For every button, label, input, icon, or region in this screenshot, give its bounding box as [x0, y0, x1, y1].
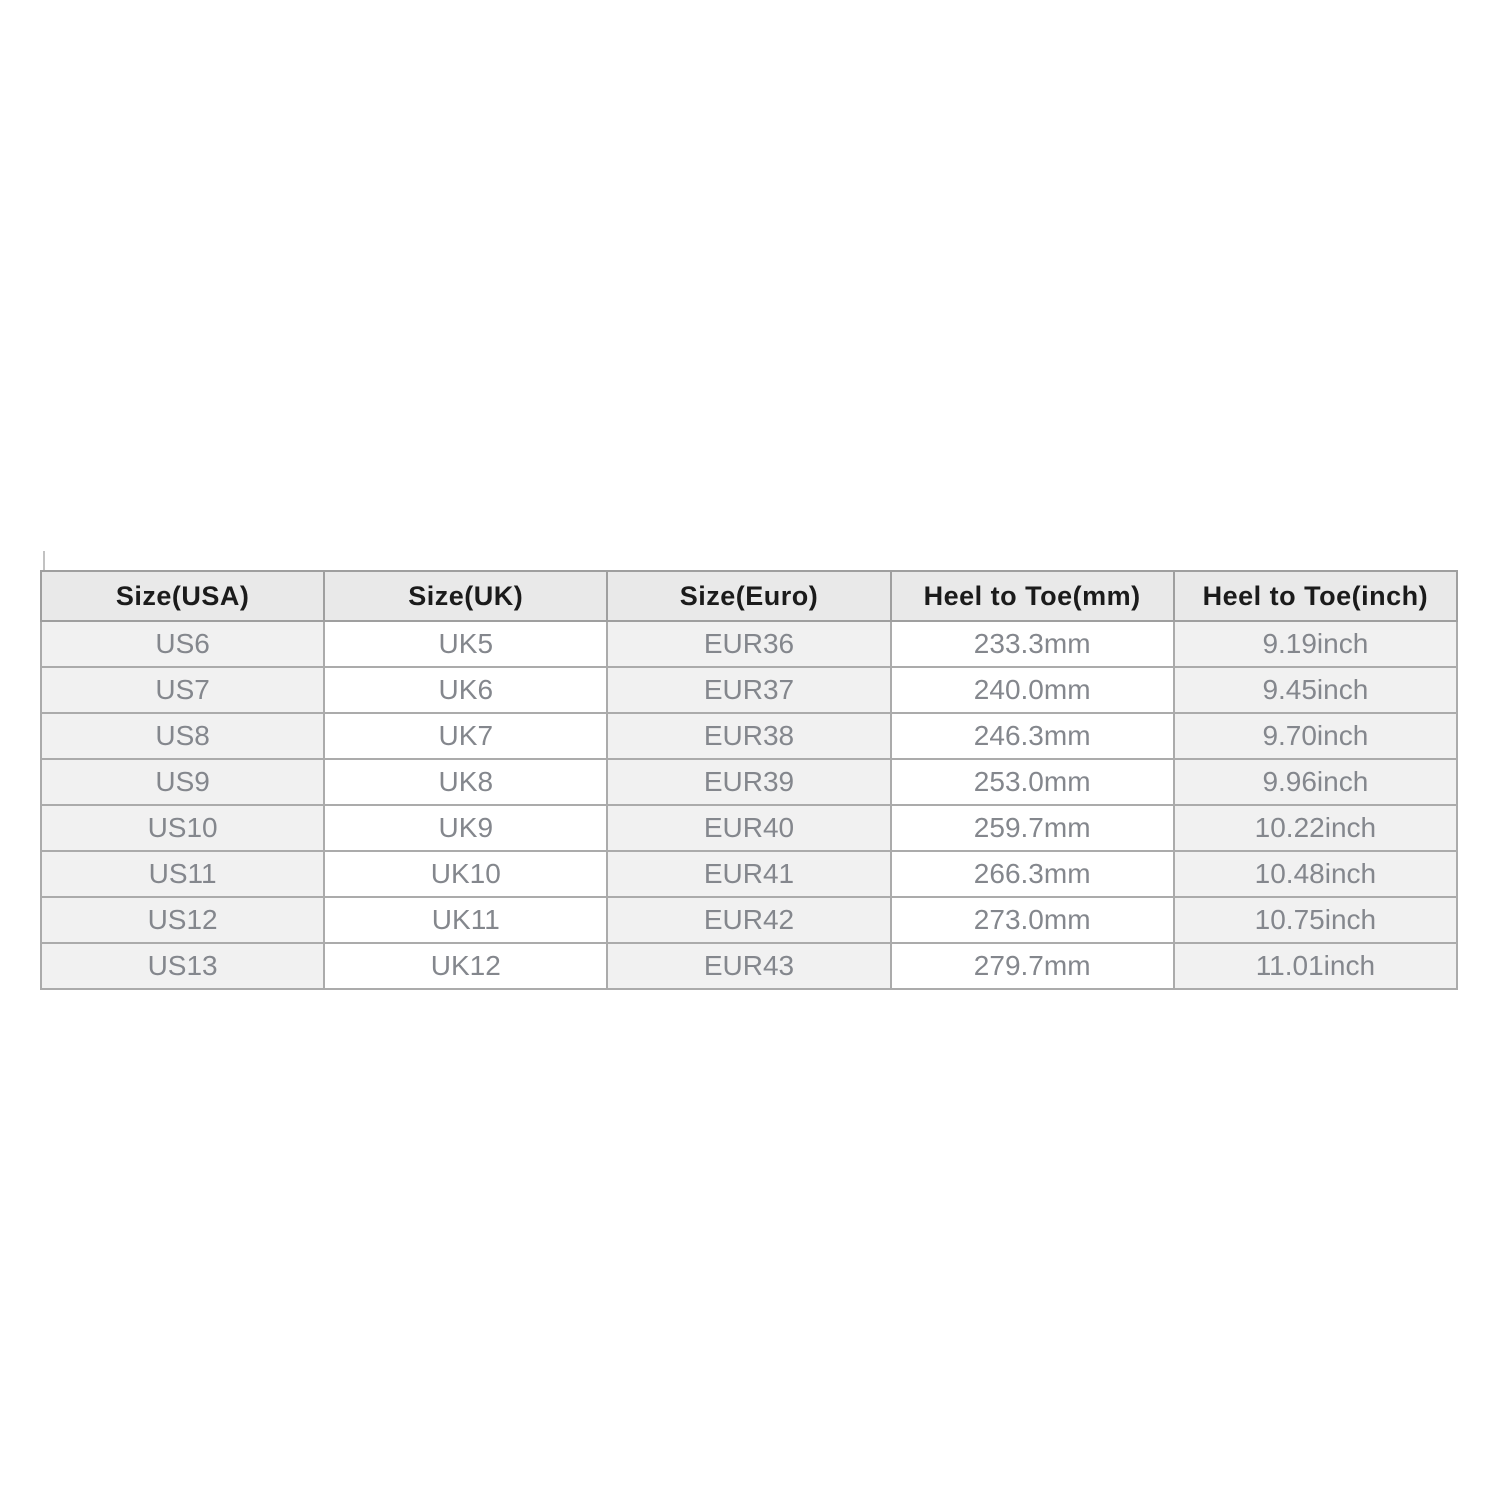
table-cell: 9.70inch	[1174, 713, 1457, 759]
table-row-5	[41, 805, 1457, 851]
table-cell: 11.01inch	[1174, 943, 1457, 989]
column-header-3: Size(Euro)	[607, 571, 890, 621]
table-cell: 240.0mm	[891, 667, 1174, 713]
table-header-row	[41, 571, 1457, 621]
table-cell: 9.19inch	[1174, 621, 1457, 667]
table-cell: US13	[41, 943, 324, 989]
table-cell: 259.7mm	[891, 805, 1174, 851]
table-row-3	[41, 713, 1457, 759]
table-row-4	[41, 759, 1457, 805]
table-cell: US6	[41, 621, 324, 667]
table-cell: UK5	[324, 621, 607, 667]
column-header-1: Size(USA)	[41, 571, 324, 621]
table-header	[41, 571, 1457, 621]
table-cell: 279.7mm	[891, 943, 1174, 989]
table-cell: 10.48inch	[1174, 851, 1457, 897]
table-cell: EUR40	[607, 805, 890, 851]
table-cell: 233.3mm	[891, 621, 1174, 667]
table-body	[41, 621, 1457, 989]
table-cell: 10.22inch	[1174, 805, 1457, 851]
table-cell: EUR39	[607, 759, 890, 805]
table-row-8	[41, 943, 1457, 989]
column-header-2: Size(UK)	[324, 571, 607, 621]
table-cell: EUR38	[607, 713, 890, 759]
table-cell: US12	[41, 897, 324, 943]
column-header-4: Heel to Toe(mm)	[891, 571, 1174, 621]
table-cell: UK7	[324, 713, 607, 759]
table-cell: 273.0mm	[891, 897, 1174, 943]
table-cell: 266.3mm	[891, 851, 1174, 897]
table-cell: EUR41	[607, 851, 890, 897]
table-cell: EUR37	[607, 667, 890, 713]
table-cell: US7	[41, 667, 324, 713]
table-cell: 9.45inch	[1174, 667, 1457, 713]
table-row-1	[41, 621, 1457, 667]
table-row-2	[41, 667, 1457, 713]
table-cell: US8	[41, 713, 324, 759]
table-cell: UK6	[324, 667, 607, 713]
table-cell: US11	[41, 851, 324, 897]
table-cell: UK11	[324, 897, 607, 943]
table-cell: US10	[41, 805, 324, 851]
table-row-6	[41, 851, 1457, 897]
column-header-5: Heel to Toe(inch)	[1174, 571, 1457, 621]
table-cell: UK12	[324, 943, 607, 989]
table-cell: UK10	[324, 851, 607, 897]
table-cell: EUR43	[607, 943, 890, 989]
table-cell: EUR36	[607, 621, 890, 667]
table-cell: 9.96inch	[1174, 759, 1457, 805]
table-row-7	[41, 897, 1457, 943]
table-cell: 253.0mm	[891, 759, 1174, 805]
stray-border-tick	[43, 551, 45, 571]
size-conversion-table	[40, 570, 1458, 990]
table-cell: 246.3mm	[891, 713, 1174, 759]
table-cell: US9	[41, 759, 324, 805]
table-cell: EUR42	[607, 897, 890, 943]
table-cell: UK8	[324, 759, 607, 805]
table-cell: 10.75inch	[1174, 897, 1457, 943]
table-cell: UK9	[324, 805, 607, 851]
